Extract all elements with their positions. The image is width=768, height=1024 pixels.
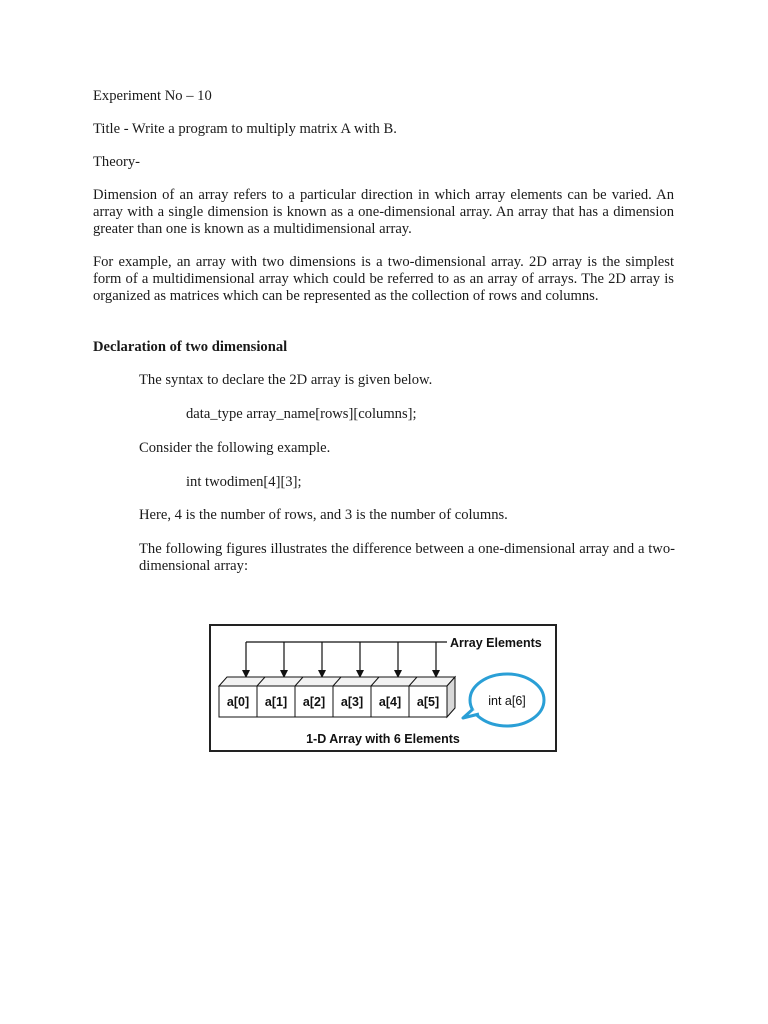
- syntax-code: data_type array_name[rows][columns];: [186, 406, 417, 422]
- array-cell-label: a[2]: [302, 695, 326, 709]
- array-elements-label: Array Elements: [450, 636, 542, 650]
- example-code: int twodimen[4][3];: [186, 474, 302, 490]
- array-cell-label: a[0]: [226, 695, 250, 709]
- declaration-heading: Declaration of two dimensional: [93, 339, 288, 355]
- theory-heading: Theory-: [93, 154, 141, 170]
- array-cells: [219, 686, 447, 717]
- array-cell-label: a[1]: [264, 695, 288, 709]
- paragraph-example: For example, an array with two dimensions is a two-dimensional array. 2D array is the simplest form of a multidimensional array which could be referred to as an array of arrays. The 2D array is organized as matrices which can be represented as the collection of rows and columns.: [93, 254, 674, 304]
- explanation-text: Here, 4 is the number of rows, and 3 is the number of columns.: [139, 507, 508, 523]
- experiment-number: Experiment No – 10: [93, 88, 212, 104]
- array-cell-label: a[5]: [416, 695, 440, 709]
- array-cell-label: a[4]: [378, 695, 402, 709]
- experiment-title: Title - Write a program to multiply matrix A with B.: [93, 121, 397, 137]
- arrows-group: [242, 642, 440, 678]
- paragraph-dimension: Dimension of an array refers to a particular direction in which array elements can be varied. An array with a single dimension is known as a one-dimensional array. An array that has a dimension greater than one is known as a multidimensional array.: [93, 187, 674, 237]
- example-intro: Consider the following example.: [139, 440, 331, 456]
- one-d-array-figure: [209, 624, 557, 752]
- array-cell-label: a[3]: [340, 695, 364, 709]
- bubble-text: int a[6]: [488, 694, 526, 708]
- figure-intro: The following figures illustrates the difference between a one-dimensional array and a two-dimensional array:: [139, 541, 675, 574]
- syntax-intro: The syntax to declare the 2D array is given below.: [139, 372, 433, 388]
- figure-caption: 1-D Array with 6 Elements: [306, 732, 460, 746]
